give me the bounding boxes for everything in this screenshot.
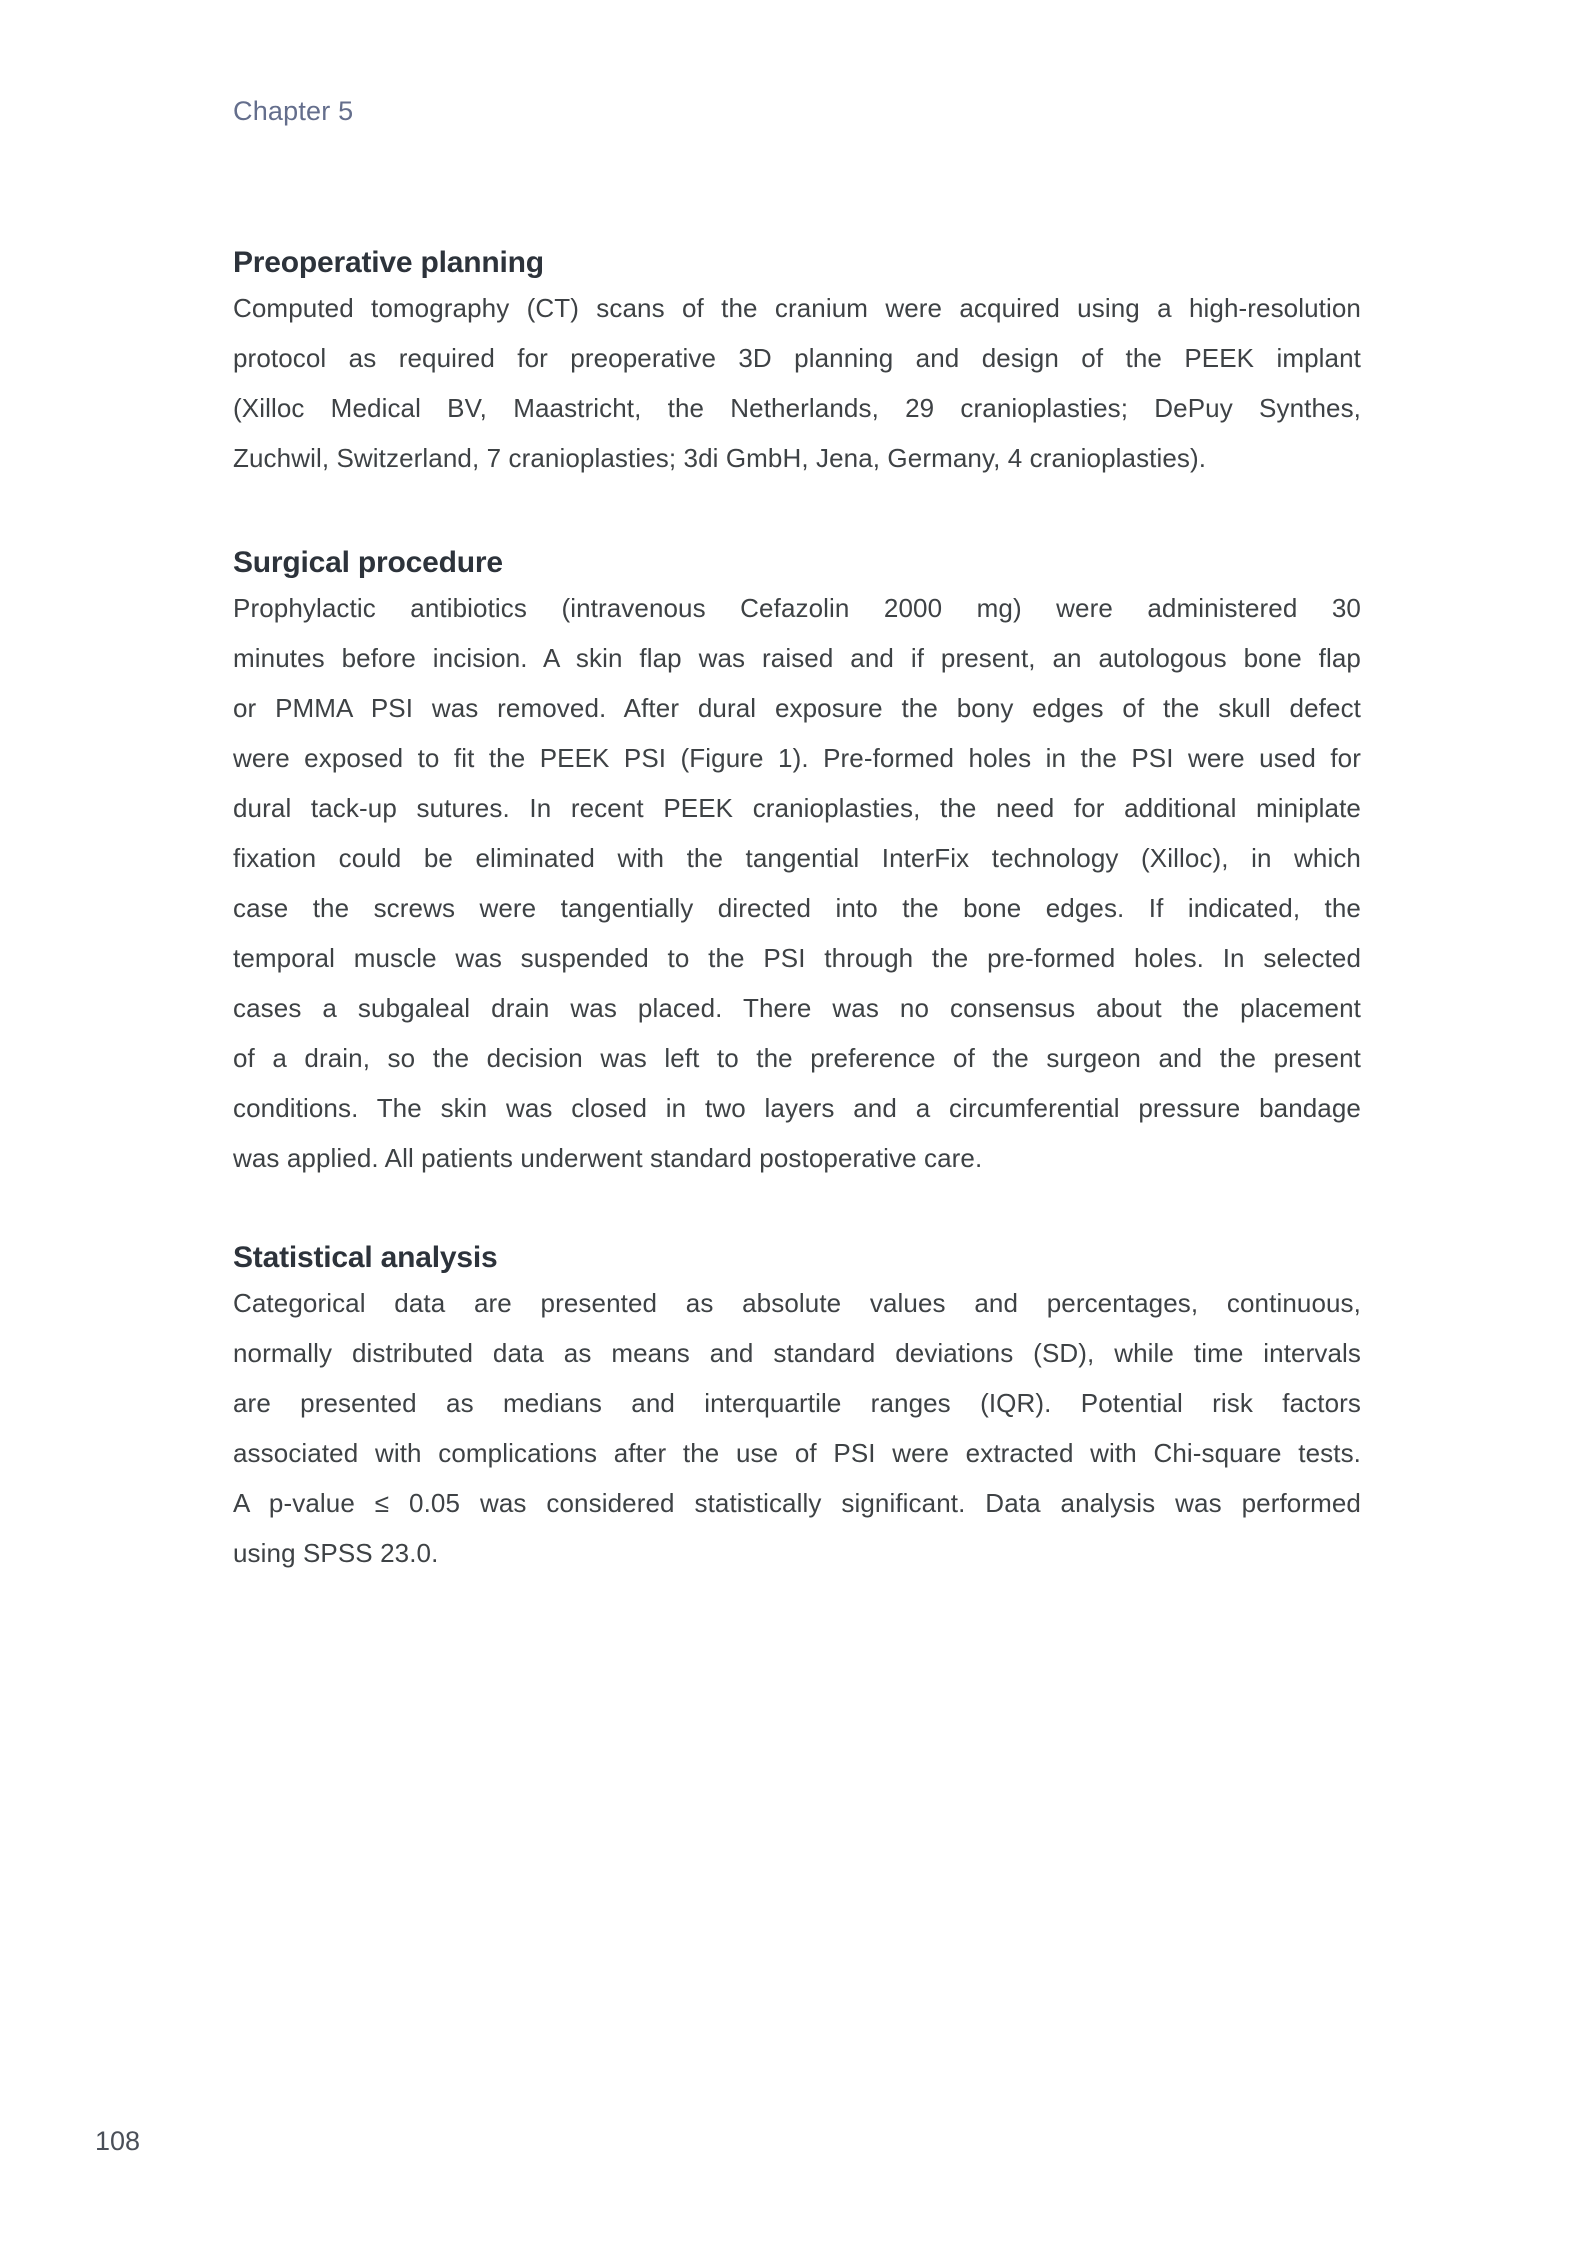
- section-surgical-procedure: [233, 543, 1361, 1183]
- text-line: were exposed to fit the PEEK PSI (Figure 1). Pre-formed holes in the PSI were used for: [233, 743, 1361, 773]
- text-line: of a drain, so the decision was left to the preference of the surgeon and the present: [233, 1043, 1361, 1073]
- text-line: are presented as medians and interquartile ranges (IQR). Potential risk factors: [233, 1388, 1361, 1418]
- text-line: Zuchwil, Switzerland, 7 cranioplasties; 3di GmbH, Jena, Germany, 4 cranioplasties).: [233, 443, 1207, 473]
- paragraph: [233, 283, 1361, 483]
- chapter-header: Chapter 5: [233, 96, 354, 126]
- text-line: temporal muscle was suspended to the PSI through the pre-formed holes. In selected: [233, 943, 1361, 973]
- text-line: or PMMA PSI was removed. After dural exposure the bony edges of the skull defect: [233, 693, 1361, 723]
- paragraph: [233, 583, 1361, 1183]
- text-line: Categorical data are presented as absolute values and percentages, continuous,: [233, 1288, 1361, 1318]
- text-line: dural tack-up sutures. In recent PEEK cranioplasties, the need for additional miniplate: [233, 793, 1361, 823]
- text-line: normally distributed data as means and standard deviations (SD), while time intervals: [233, 1338, 1361, 1368]
- section-heading-surgical-procedure: Surgical procedure: [233, 546, 503, 579]
- text-line: using SPSS 23.0.: [233, 1538, 439, 1568]
- text-line: (Xilloc Medical BV, Maastricht, the Netherlands, 29 cranioplasties; DePuy Synthes,: [233, 393, 1361, 423]
- text-line: protocol as required for preoperative 3D planning and design of the PEEK implant: [233, 343, 1361, 373]
- page-number: 108: [95, 2126, 141, 2156]
- text-line: associated with complications after the use of PSI were extracted with Chi-square tests.: [233, 1438, 1361, 1468]
- section-statistical-analysis: [233, 1238, 1361, 1578]
- text-line: cases a subgaleal drain was placed. There was no consensus about the placement: [233, 993, 1361, 1023]
- text-line: Prophylactic antibiotics (intravenous Cefazolin 2000 mg) were administered 30: [233, 593, 1361, 623]
- text-line: case the screws were tangentially directed into the bone edges. If indicated, the: [233, 893, 1361, 923]
- section-heading-preoperative-planning: Preoperative planning: [233, 246, 544, 279]
- text-line: minutes before incision. A skin flap was raised and if present, an autologous bone flap: [233, 643, 1361, 673]
- section-preoperative-planning: [233, 243, 1361, 483]
- text-line: Computed tomography (CT) scans of the cranium were acquired using a high-resolution: [233, 293, 1361, 323]
- text-line: fixation could be eliminated with the tangential InterFix technology (Xilloc), in which: [233, 843, 1361, 873]
- text-line: conditions. The skin was closed in two layers and a circumferential pressure bandage: [233, 1093, 1361, 1123]
- section-heading-statistical-analysis: Statistical analysis: [233, 1241, 498, 1274]
- text-line: was applied. All patients underwent standard postoperative care.: [233, 1143, 983, 1173]
- paragraph: [233, 1278, 1361, 1578]
- text-line: A p-value ≤ 0.05 was considered statistically significant. Data analysis was performed: [233, 1488, 1361, 1518]
- page-content: [233, 243, 1361, 1578]
